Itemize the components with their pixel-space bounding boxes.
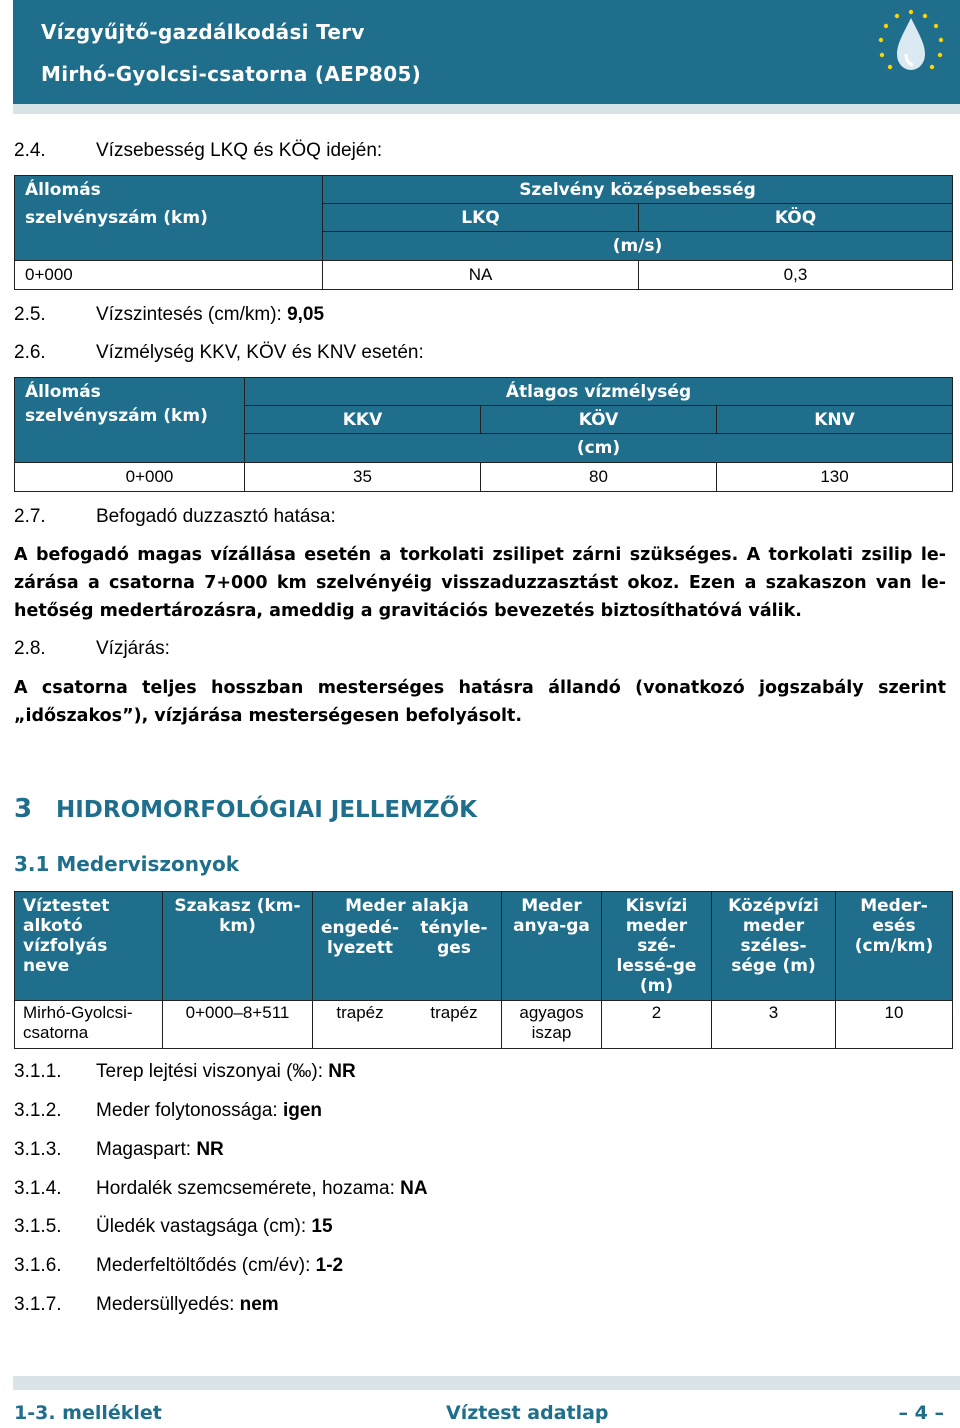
- table-row: [15, 1001, 953, 1049]
- col-header-depth-group: Átlagos vízmélység: [245, 378, 953, 406]
- section-3-1-heading: 3.1 Mederviszonyok: [14, 852, 240, 876]
- cell-knv: 130: [717, 463, 953, 492]
- cell-slope: 10: [836, 1001, 953, 1049]
- eu-water-drop-logo-icon: [870, 4, 952, 86]
- cell-koq: 0,3: [639, 261, 953, 290]
- col-header-water-body: Víztestet alkotó vízfolyás neve: [15, 892, 163, 1001]
- footer-left: 1-3. melléklet: [14, 1402, 162, 1424]
- col-header-mid-width: Középvízi meder széles-sége (m): [712, 892, 836, 1001]
- footer-bar: [13, 1376, 960, 1390]
- item-3-1-5: 3.1.5. Üledék vastagsága (cm): 15: [14, 1216, 333, 1237]
- col-header-knv: KNV: [717, 406, 953, 434]
- cell-actual: trapéz: [430, 1003, 478, 1022]
- col-header-blank: [15, 232, 323, 261]
- document-subtitle: Mirhó-Gyolcsi-csatorna (AEP805): [41, 62, 422, 86]
- section-2-6-heading: 2.6. Vízmélység KKV, KÖV és KNV esetén:: [14, 342, 424, 363]
- col-header-slope: Meder-esés (cm/km): [836, 892, 953, 1001]
- col-header-kov: KÖV: [481, 406, 717, 434]
- cell-kkv: 35: [245, 463, 481, 492]
- cell-shape: [313, 1001, 502, 1049]
- col-header-section: Szakasz (km-km): [163, 892, 313, 1001]
- col-header-unit: (cm): [245, 434, 953, 463]
- col-header-velocity-group: Szelvény középsebesség: [323, 176, 953, 204]
- document-title: Vízgyűjtő-gazdálkodási Terv: [41, 20, 365, 44]
- col-header-unit: (m/s): [323, 232, 953, 261]
- section-2-4-heading: 2.4. Vízsebesség LKQ és KÖQ idején:: [14, 140, 383, 161]
- depth-table: [14, 377, 953, 492]
- item-3-1-7: 3.1.7. Medersüllyedés: nem: [14, 1294, 279, 1315]
- section-2-5-heading: 2.5. Vízszintesés (cm/km): 9,05: [14, 304, 325, 325]
- col-header-permitted: engedé-lyezett: [320, 918, 400, 958]
- cell-station: 0+000: [15, 463, 245, 492]
- cell-kov: 80: [481, 463, 717, 492]
- channel-table: [14, 891, 953, 1049]
- cell-material: agyagos iszap: [502, 1001, 602, 1049]
- cell-station: 0+000: [15, 261, 323, 290]
- cell-mid-width: 3: [712, 1001, 836, 1049]
- item-3-1-1: 3.1.1. Terep lejtési viszonyai (‰): NR: [14, 1061, 356, 1082]
- item-3-1-3: 3.1.3. Magaspart: NR: [14, 1139, 224, 1160]
- cell-section: 0+000–8+511: [163, 1001, 313, 1049]
- col-header-station-km: szelvényszám (km): [15, 204, 323, 232]
- col-header-station-km: szelvényszám (km): [15, 406, 245, 463]
- col-header-actual: tényle-ges: [420, 918, 488, 958]
- item-3-1-6: 3.1.6. Mederfeltöltődés (cm/év): 1-2: [14, 1255, 344, 1276]
- col-header-shape: Meder alakja: [345, 896, 469, 916]
- col-header-station: Állomás: [15, 176, 323, 204]
- cell-lkq: NA: [323, 261, 639, 290]
- col-header-low-width: Kisvízi meder szé-lessé-ge (m): [602, 892, 712, 1001]
- col-header-lkq: LKQ: [323, 204, 639, 232]
- cell-low-width: 2: [602, 1001, 712, 1049]
- col-header-shape-group: [313, 892, 502, 1001]
- item-3-1-4: 3.1.4. Hordalék szemcsemérete, hozama: NA: [14, 1178, 428, 1199]
- velocity-table: [14, 175, 953, 290]
- table-row: [15, 261, 953, 290]
- footer-center: Víztest adatlap: [446, 1402, 609, 1424]
- section-2-7-text: A befogadó magas vízállása esetén a torkolati zsilipet zárni szükséges. A torkolati zsilip le-zárása a csatorna 7+000 km szelvényéig visszaduzzasztást okoz. Ezen a szakaszon van le-hetőség medertározásra, ameddig a gravitációs bevezetés biztosíthatóvá válik.: [14, 545, 946, 621]
- section-2-8-text: A csatorna teljes hosszban mesterséges hatásra állandó (vonatkozó jogszabály szerint „időszakos”), vízjárása mesterségesen befolyásolt.: [14, 678, 946, 726]
- header-shadow: [13, 104, 960, 114]
- item-3-1-2: 3.1.2. Meder folytonossága: igen: [14, 1100, 323, 1121]
- col-header-kkv: KKV: [245, 406, 481, 434]
- header-banner: [13, 0, 960, 104]
- page-number: – 4 –: [898, 1402, 944, 1424]
- col-header-material: Meder anya-ga: [502, 892, 602, 1001]
- chapter-3-heading: 3 HIDROMORFOLÓGIAI JELLEMZŐK: [14, 794, 477, 824]
- col-header-station: Állomás: [15, 378, 245, 406]
- section-2-7-heading: 2.7. Befogadó duzzasztó hatása:: [14, 506, 336, 527]
- section-2-8-heading: 2.8. Vízjárás:: [14, 638, 170, 659]
- cell-permitted: trapéz: [336, 1003, 384, 1022]
- col-header-koq: KÖQ: [639, 204, 953, 232]
- table-row: [15, 463, 953, 492]
- cell-water-body: Mirhó-Gyolcsi-csatorna: [15, 1001, 163, 1049]
